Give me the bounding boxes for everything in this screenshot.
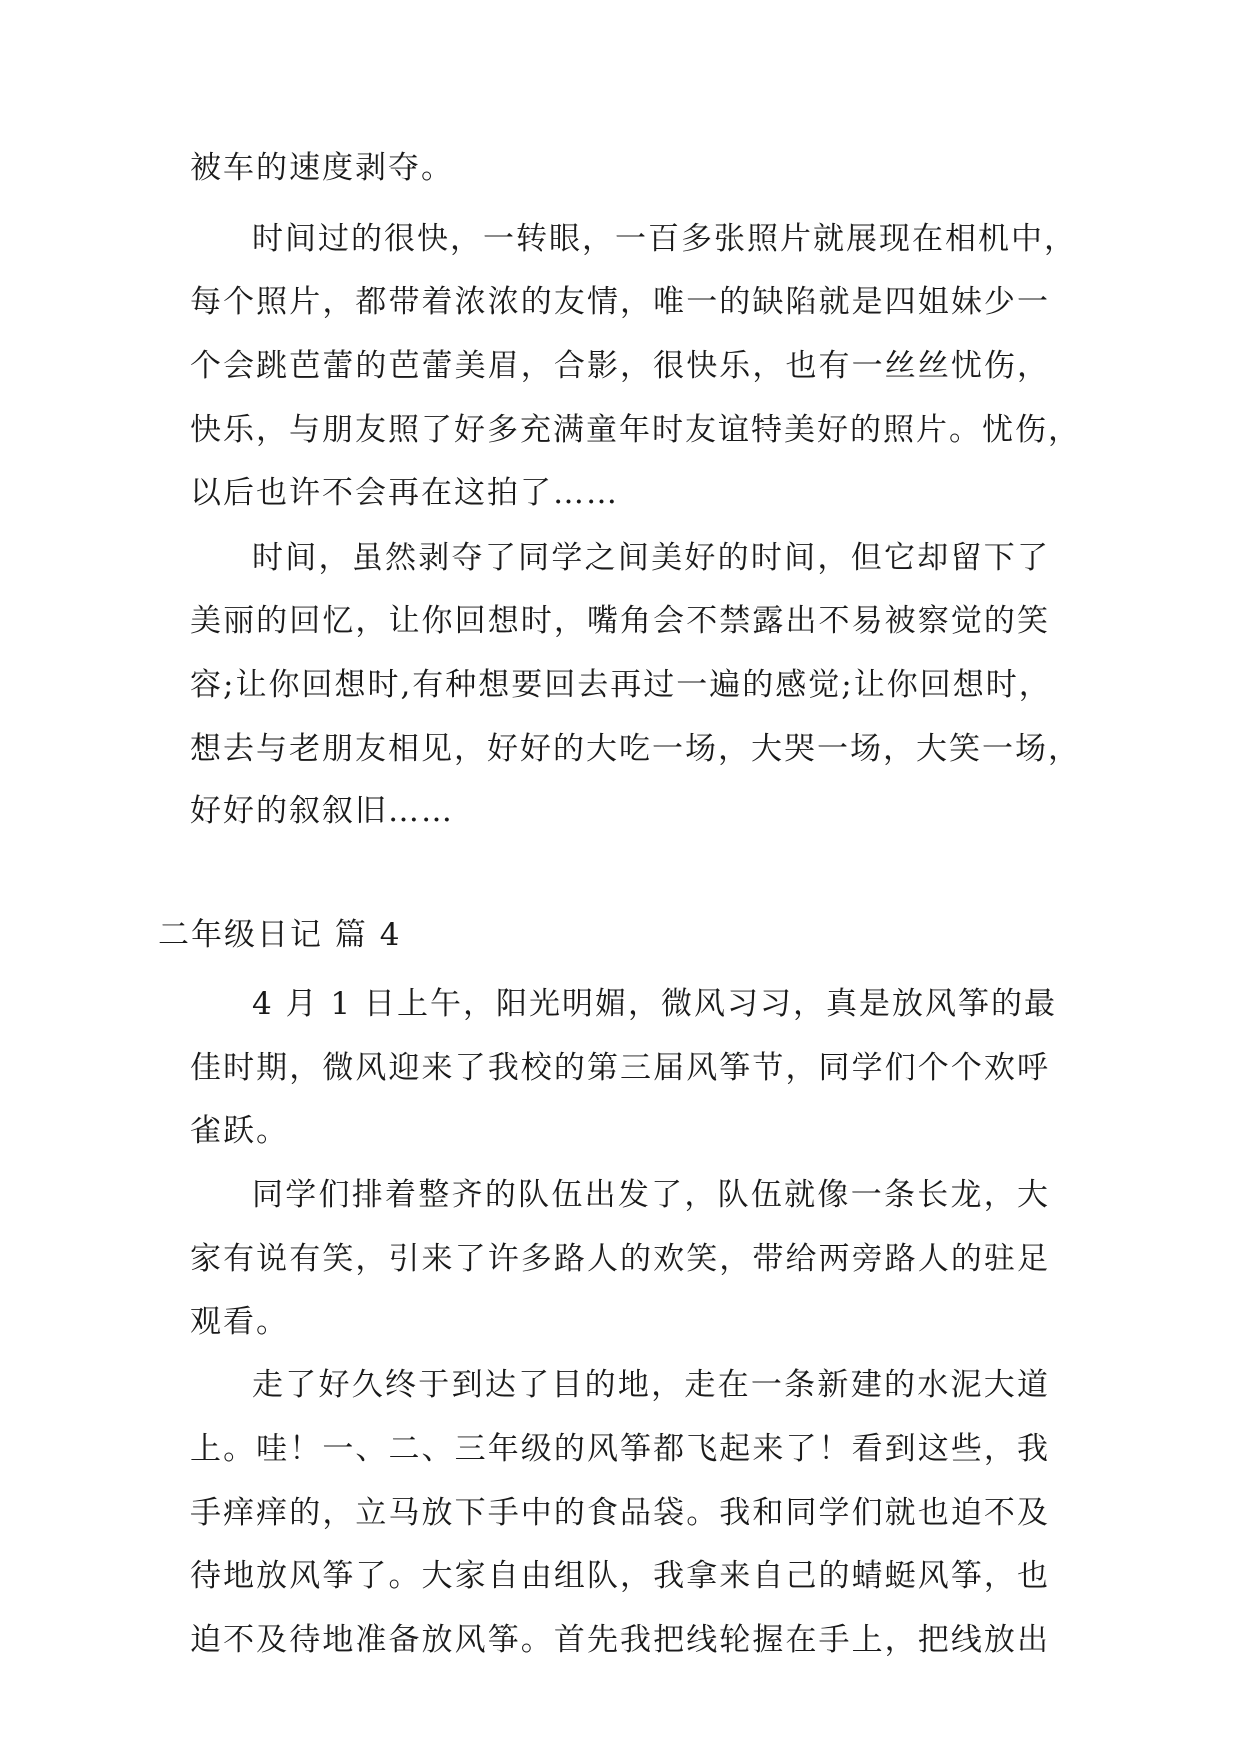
paragraph-line: 个会跳芭蕾的芭蕾美眉，合影，很快乐，也有一丝丝忧伤， xyxy=(190,348,1050,384)
paragraph-line: 手痒痒的，立马放下手中的食品袋。我和同学们就也迫不及 xyxy=(190,1495,1050,1531)
paragraph-line: 迫不及待地准备放风筝。首先我把线轮握在手上，把线放出 xyxy=(190,1622,1050,1658)
paragraph-line: 同学们排着整齐的队伍出发了，队伍就像一条长龙，大 xyxy=(252,1177,1050,1213)
paragraph-line: 美丽的回忆，让你回想时，嘴角会不禁露出不易被察觉的笑 xyxy=(190,603,1050,639)
paragraph-line: 容;让你回想时,有种想要回去再过一遍的感觉;让你回想时， xyxy=(190,667,1052,703)
paragraph-line: 4 月 1 日上午，阳光明媚，微风习习，真是放风筝的最 xyxy=(252,986,1058,1022)
paragraph-line: 好好的叙叙旧…… xyxy=(190,793,454,829)
section-heading: 二年级日记 篇 4 xyxy=(158,917,402,953)
paragraph-line: 雀跃。 xyxy=(190,1113,289,1149)
paragraph-line: 走了好久终于到达了目的地，走在一条新建的水泥大道 xyxy=(252,1367,1050,1403)
paragraph-line: 观看。 xyxy=(190,1304,289,1340)
paragraph-line: 快乐，与朋友照了好多充满童年时友谊特美好的照片。忧伤， xyxy=(190,412,1081,448)
paragraph-line: 时间过的很快，一转眼，一百多张照片就展现在相机中， xyxy=(252,221,1077,257)
paragraph-line: 上。哇！一、二、三年级的风筝都飞起来了！看到这些，我 xyxy=(190,1431,1050,1467)
paragraph-line: 每个照片，都带着浓浓的友情，唯一的缺陷就是四姐妹少一 xyxy=(190,284,1050,320)
paragraph-line: 时间，虽然剥夺了同学之间美好的时间，但它却留下了 xyxy=(252,540,1050,576)
paragraph-line: 被车的速度剥夺。 xyxy=(190,150,454,186)
paragraph-line: 待地放风筝了。大家自由组队，我拿来自己的蜻蜓风筝，也 xyxy=(190,1558,1050,1594)
paragraph-line: 以后也许不会再在这拍了…… xyxy=(190,475,619,511)
paragraph-line: 想去与老朋友相见，好好的大吃一场，大哭一场，大笑一场， xyxy=(190,731,1081,767)
paragraph-line: 佳时期，微风迎来了我校的第三届风筝节，同学们个个欢呼 xyxy=(190,1050,1050,1086)
paragraph-line: 家有说有笑，引来了许多路人的欢笑，带给两旁路人的驻足 xyxy=(190,1241,1050,1277)
